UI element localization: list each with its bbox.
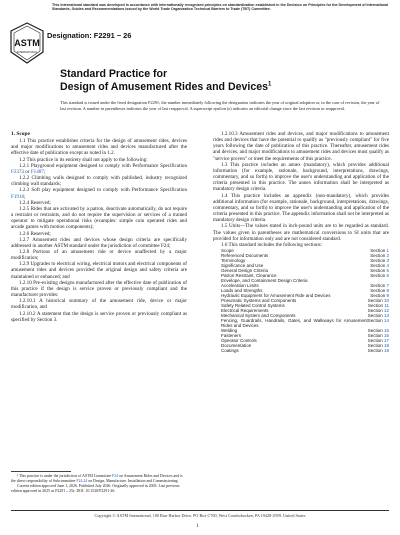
- section-list-label: Section: [370, 287, 386, 293]
- section-list-title: Coatings: [221, 347, 239, 353]
- section-list-label: Section: [367, 332, 383, 338]
- section-list-title: Fencing, Guardrails, Handrails, Gates, and Walkways for Amusement Rides and Devices: [221, 317, 368, 328]
- wto-notice: This international standard was developed in accordance with internationally recognized principles on standardization established in the Decision on Principles for the Development of International Standards, Guides and Recommendations issued by the World Trade Organization Technical Barriers to Trade (TBT) Committee.: [52, 3, 389, 12]
- title-footnote-ref[interactable]: 1: [268, 81, 272, 88]
- section-list-item: [213, 348, 389, 353]
- section-link[interactable]: 7: [386, 282, 389, 288]
- section-list-label: Section: [367, 312, 383, 318]
- section-list-title: Mechanical System and Components: [221, 312, 296, 318]
- section-link[interactable]: 13: [383, 312, 389, 318]
- paragraph-1-2-3: 1.2.3 Soft play equipment designed to comply with Performance Specification F1918;: [11, 187, 187, 200]
- footer-divider: [11, 510, 389, 511]
- svg-text:ASTM: ASTM: [14, 38, 40, 48]
- section-link[interactable]: 4: [386, 262, 389, 268]
- paragraph-1-2-6: 1.2.6 Reserved;: [19, 230, 51, 237]
- section-list-title: Pneumatic Systems and Components: [221, 297, 297, 303]
- section-list-label: Section: [367, 307, 383, 313]
- section-list-label: Section: [370, 252, 386, 258]
- title-line-2: Design of Amusement Rides and Devices$^1$: [60, 81, 272, 93]
- ref-link-f1487[interactable]: F1487: [30, 168, 44, 175]
- section-list-title: Scope: [221, 247, 234, 253]
- svg-text:INTERNATIONAL: INTERNATIONAL: [16, 51, 38, 54]
- section-list-title: General Design Criteria: [221, 267, 269, 273]
- section-heading-scope: 1. Scope: [11, 131, 30, 137]
- paragraph-1-2-10-1: 1.2.10.1 A historical summary of the amusement ride, device or major modification, and: [11, 298, 187, 311]
- section-link[interactable]: 12: [383, 307, 389, 313]
- paragraph-1-2-4: 1.2.4 Reserved;: [19, 199, 51, 206]
- left-column: [11, 131, 187, 323]
- section-link[interactable]: 3: [386, 257, 389, 263]
- section-list-label: Section: [367, 317, 383, 323]
- section-list-label: Section: [367, 337, 383, 343]
- paragraph-1-6: 1.6 This standard includes the following sections:: [221, 241, 323, 248]
- ref-link-f24-24[interactable]: F24.24: [76, 478, 88, 483]
- section-list-label: Section: [367, 342, 383, 348]
- paragraph-1-2-5: 1.2.5 Rides that are activated by a patron, deactivate automatically, do not require a restraint or restraints, and do not require the supervision or services of a trained operator to mitigate operational risks (examples: simple coin operated rides and arcade games with motion components);: [11, 205, 187, 231]
- paragraph-1-2-1: 1.2.1 Playground equipment designed to comply with Performance Specification F2373 or F1487;: [11, 162, 187, 175]
- section-list-title: Documentation: [221, 342, 252, 348]
- ref-link-f1918[interactable]: F1918: [11, 193, 25, 200]
- title-line-1: Standard Practice for: [60, 68, 168, 80]
- astm-logo: [10, 22, 44, 64]
- paragraph-1-2-7: 1.2.7 Amusement rides and devices whose design criteria are specifically addressed in another ASTM standard under the jurisdiction of committee F24;: [11, 236, 187, 249]
- paragraph-1-2-10-3: 1.2.10.3 Amusement rides and devices, and major modifications to amusement rides and devices that have the potential to qualify as "previously compliant" for five years following the date of publication of this practice. Thereafter, amusement rides and devices, and major modifications to amusement rides and devices must qualify as "service proven" or meet the requirements of this practice.: [213, 131, 389, 162]
- section-link[interactable]: 1: [386, 247, 389, 253]
- section-list-title: Operator Controls: [221, 337, 257, 343]
- paragraph-1-5: 1.5 Units—The values stated in inch-pound units are to be regarded as standard. The values given in parentheses are mathematical conversions to SI units that are provided for information only and are not considered standard.: [213, 223, 389, 242]
- section-list-label: Section: [370, 257, 386, 263]
- section-link[interactable]: 15: [383, 327, 389, 333]
- paragraph-1-3: 1.3 This practice includes an annex (mandatory), which provides additional information (for example, rationale, background, interpretations, drawings, commentary, and so forth) to improve the user's understanding and application of the criteria presented in this practice. The annex information shall be interpreted as mandatory design criteria.: [213, 161, 389, 193]
- paragraph-1-2-8: 1.2.8 Portions of an amusement ride or device unaffected by a major modification;: [11, 248, 187, 262]
- section-list-title: Welding: [221, 327, 238, 333]
- paragraph-1-2-10: 1.2.10 Pre-existing designs manufactured after the effective date of publication of this practice if the design is service proven or previously compliant and the manufacturer provides:: [11, 279, 187, 299]
- section-list-label: Section: [367, 297, 383, 303]
- designation: Designation: F2291 − 26: [47, 31, 132, 40]
- section-link[interactable]: 8: [386, 287, 389, 293]
- right-column: [213, 131, 389, 353]
- section-list-label: Section: [367, 327, 383, 333]
- section-link[interactable]: 2: [386, 252, 389, 258]
- paragraph-1-2-2: 1.2.2 Climbing walls designed to comply with published, industry recognized climbing wall standards;: [11, 175, 187, 188]
- section-list-title: Significance and Use: [221, 262, 264, 268]
- section-list-title: Electrical Requirements: [221, 307, 269, 313]
- section-list-number: [370, 273, 389, 278]
- section-link[interactable]: 11: [384, 302, 389, 308]
- section-list-item: [213, 318, 389, 328]
- section-list-label: Section: [370, 282, 386, 288]
- section-list-label: Section: [370, 262, 386, 268]
- section-list-title: Envelope, and Containment Design Criteria: [221, 277, 308, 283]
- section-list-title: Loads and Strengths: [221, 287, 263, 293]
- section-link[interactable]: 9: [386, 292, 389, 298]
- section-list-title: Acceleration Limits: [221, 282, 259, 288]
- section-list-label: Section: [370, 292, 386, 298]
- footnote-divider: [11, 471, 71, 472]
- paragraph-1-4: 1.4 This practice includes an appendix (non-mandatory), which provides additional information (for example, rationale, background, interpretations, drawings, commentary, and so forth) to improve the user's understanding and application of the criteria presented in this practice. The appendix information shall not be interpreted as mandatory design criteria.: [213, 192, 389, 224]
- paragraph-1-2-10-2: 1.2.10.2 A statement that the design is service proven or previously compliant as specified by Section 3.: [11, 310, 187, 323]
- section-list-title: Safety Related Control Systems: [221, 302, 285, 308]
- document-title: [60, 68, 340, 94]
- footnotes: [11, 474, 187, 494]
- footnote-1: ¹ This practice is under the jurisdiction of ASTM Committee F24 on Amusement Rides and Devices and is the direct responsibility of Subcommittee F24.24 on Design, Manufacture, Installation and Commissioning.: [11, 474, 183, 483]
- section-link[interactable]: 17: [383, 337, 389, 343]
- section-list-title: Terminology: [221, 257, 246, 263]
- section-link[interactable]: 6: [386, 272, 389, 278]
- section-link[interactable]: 19: [383, 347, 389, 353]
- section-link[interactable]: 5: [386, 267, 389, 273]
- section-list-number: [368, 318, 389, 328]
- section-list-number: [368, 348, 389, 353]
- section-list-label: Section: [367, 347, 383, 353]
- copyright-footer: Copyright © ASTM International, 100 Barr Harbor Drive, PO Box C700, West Conshohocken, PA 19428-2959. United States: [94, 513, 306, 518]
- sections-list: [213, 248, 389, 353]
- paragraph-1-1: 1.1 This practice establishes criteria for the design of amusement rides, devices and major modifications to amusement rides and devices manufactured after the effective date of publication except as noted in 1.2.: [11, 138, 187, 157]
- ref-link-f2373[interactable]: F2373: [11, 168, 25, 175]
- section-list-title: Patron Restraint, Clearance: [221, 272, 277, 278]
- section-list-label: Section: [368, 302, 384, 308]
- footnote-edition: Current edition approved June 1, 2026. Published July 2026. Originally approved in 2003. Last previous edition approved in 2025 as F2291 – 25ε. DOI: 10.1520/F2291-26.: [11, 483, 180, 493]
- paragraph-1-2-9: 1.2.9 Upgrades to electrical wiring, electrical motors and electrical components of amusement rides and devices provided the original design and safety criteria are maintained or enhanced; and: [11, 261, 187, 280]
- section-link[interactable]: 16: [383, 332, 389, 338]
- section-list-label: Section: [370, 272, 386, 278]
- section-link[interactable]: 18: [383, 342, 389, 348]
- section-link[interactable]: 14: [383, 317, 389, 323]
- section-list-label: Section: [370, 267, 386, 273]
- section-list-title: Fasteners: [221, 332, 242, 338]
- ref-link-f24[interactable]: F24: [112, 474, 119, 478]
- section-list-title: Referenced Documents: [221, 252, 269, 258]
- page-number: 1: [196, 524, 199, 529]
- section-link[interactable]: 10: [383, 297, 389, 303]
- section-list-title: Hydraulic Equipment for Amusement Ride and Devices: [221, 292, 331, 298]
- paragraph-1-2: 1.2 This practice in its entirety shall not apply to the following:: [19, 156, 148, 163]
- intro-paragraph: This standard is issued under the fixed designation F2291; the number immediately following the designation indicates the year of original adoption or, in the case of revision, the year of last revision. A number in parentheses indicates the year of last reapproval. A superscript epsilon (ε) indicates an editorial change since the last revision or reapproval.: [60, 100, 380, 111]
- section-list-label: Section: [370, 247, 386, 253]
